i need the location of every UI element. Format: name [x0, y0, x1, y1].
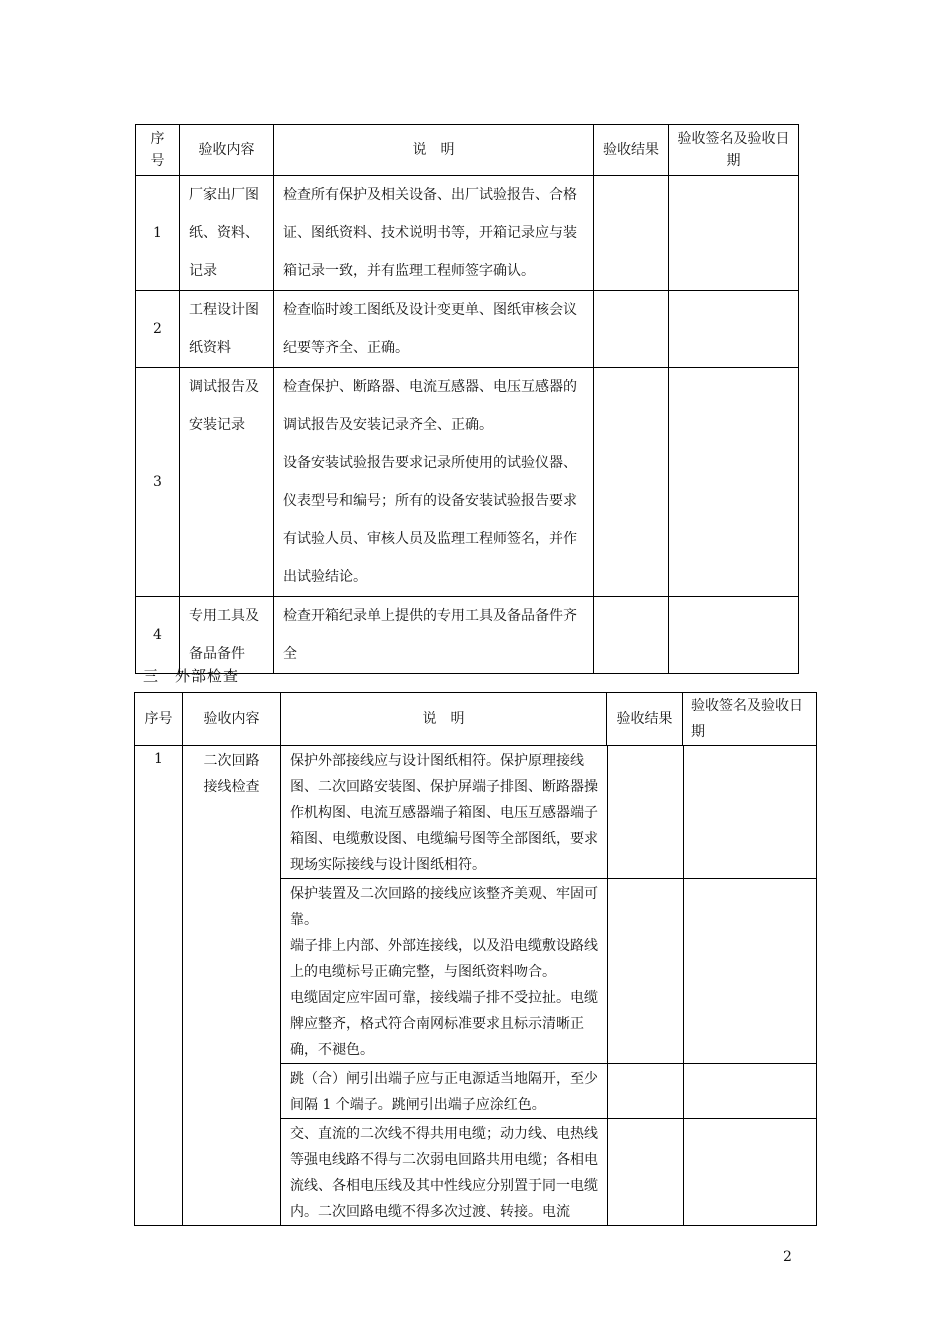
sign-cell[interactable] [669, 291, 799, 368]
sign-cell[interactable] [669, 597, 799, 674]
row-desc: 检查临时竣工图纸及设计变更单、图纸审核会议纪要等齐全、正确。 [274, 291, 594, 368]
table-row [135, 746, 817, 1226]
check-item-text: 保护外部接线应与设计图纸相符。保护原理接线图、二次回路安装图、保护屏端子排图、断路器操作机构图、电流互感器端子箱图、电压互感器端子箱图、电缆敷设图、电缆编号图等全部图纸，要求现场实际接线与设计图纸相符。 [281, 746, 607, 879]
result-cell[interactable] [607, 746, 683, 879]
header-desc: 说 明 [281, 693, 607, 746]
row-seq: 1 [135, 746, 183, 1226]
result-cell[interactable] [607, 1064, 683, 1119]
check-item-text [281, 879, 607, 1064]
table-row [136, 597, 799, 674]
check-item-paragraph: 电缆固定应牢固可靠，接线端子排不受拉扯。电缆牌应整齐，格式符合南网标准要求且标示清晰正确，不褪色。 [290, 990, 598, 1058]
header-content: 验收内容 [183, 693, 281, 746]
row-seq: 3 [136, 368, 180, 597]
page-number: 2 [783, 1249, 792, 1265]
check-item [281, 879, 817, 1064]
check-item-text: 跳（合）闸引出端子应与正电源适当地隔开，至少间隔 1 个端子。跳闸引出端子应涂红色。 [281, 1064, 607, 1119]
row-content: 二次回路接线检查 [183, 746, 281, 1226]
row-seq: 1 [136, 176, 180, 291]
sign-cell[interactable] [683, 1119, 817, 1226]
check-item-paragraph: 端子排上内部、外部连接线，以及沿电缆敷设路线上的电缆标号正确完整，与图纸资料吻合。 [290, 938, 598, 980]
header-result: 验收结果 [594, 125, 669, 176]
row-content: 厂家出厂图纸、资料、记录 [180, 176, 274, 291]
table-row [136, 368, 799, 597]
table-row [136, 291, 799, 368]
sign-cell[interactable] [683, 879, 817, 1064]
check-item-paragraph: 保护装置及二次回路的接线应该整齐美观、牢固可靠。 [290, 886, 598, 928]
header-sign: 验收签名及验收日期 [683, 693, 817, 746]
row-desc [274, 368, 594, 597]
acceptance-table-1 [135, 124, 799, 674]
row-seq: 2 [136, 291, 180, 368]
sign-cell[interactable] [683, 1064, 817, 1119]
check-item [281, 746, 817, 879]
result-cell[interactable] [594, 291, 669, 368]
header-desc: 说 明 [274, 125, 594, 176]
section-title: 三 外部检查 [143, 667, 240, 685]
row-seq: 4 [136, 597, 180, 674]
row-desc: 检查开箱纪录单上提供的专用工具及备品备件齐全 [274, 597, 594, 674]
sign-cell[interactable] [669, 368, 799, 597]
row-content: 专用工具及备品备件 [180, 597, 274, 674]
header-seq: 序号 [135, 693, 183, 746]
result-cell[interactable] [607, 1119, 683, 1226]
check-item-text: 交、直流的二次线不得共用电缆；动力线、电热线等强电线路不得与二次弱电回路共用电缆；各相电流线、各相电压线及其中性线应分别置于同一电缆内。二次回路电缆不得多次过渡、转接。电流 [290, 1126, 598, 1220]
row-content: 工程设计图纸资料 [180, 291, 274, 368]
header-content: 验收内容 [180, 125, 274, 176]
table-header-row [136, 125, 799, 176]
header-result: 验收结果 [607, 693, 683, 746]
result-cell[interactable] [594, 176, 669, 291]
row-desc: 检查所有保护及相关设备、出厂试验报告、合格证、图纸资料、技术说明书等，开箱记录应与装箱记录一致，并有监理工程师签字确认。 [274, 176, 594, 291]
result-cell[interactable] [607, 879, 683, 1064]
check-item [281, 1119, 817, 1226]
check-item [281, 1064, 817, 1119]
check-items [281, 746, 817, 1226]
desc-paragraph: 检查保护、断路器、电流互感器、电压互感器的调试报告及安装记录齐全、正确。 [283, 379, 577, 433]
row-content: 调试报告及安装记录 [180, 368, 274, 597]
header-seq: 序号 [136, 125, 180, 176]
acceptance-table-2 [134, 692, 817, 1226]
desc-paragraph: 设备安装试验报告要求记录所使用的试验仪器、仪表型号和编号；所有的设备安装试验报告要求有试验人员、审核人员及监理工程师签名，并作出试验结论。 [283, 455, 577, 585]
table-row [136, 176, 799, 291]
result-cell[interactable] [594, 368, 669, 597]
result-cell[interactable] [594, 597, 669, 674]
sign-cell[interactable] [683, 746, 817, 879]
sign-cell[interactable] [669, 176, 799, 291]
header-sign: 验收签名及验收日期 [669, 125, 799, 176]
table-header-row [135, 693, 817, 746]
check-items-table [281, 746, 817, 1225]
